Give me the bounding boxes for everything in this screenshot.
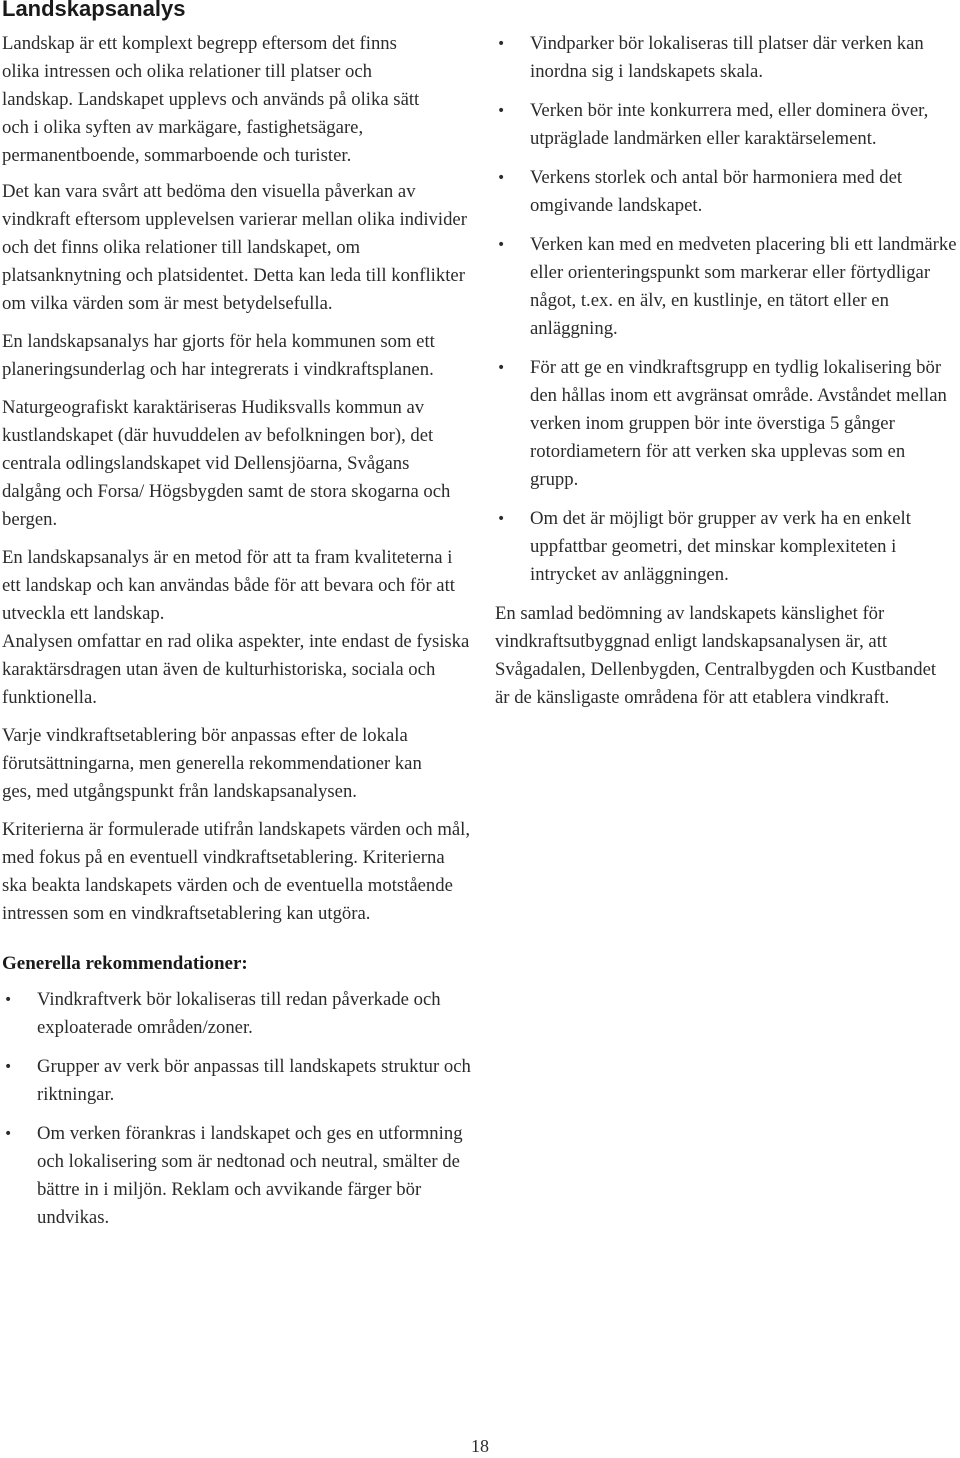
recommendations-list (2, 986, 472, 1232)
criteria-paragraph: Kriterierna är formulerade utifrån landskapets värden och mål, med fokus på en eventuell vindkraftsetablering. Kriterierna ska beakta landskapets värden och de eventuella motstående intressen som en vindkraftsetablering kan utgöra. (2, 819, 471, 924)
list-item-text: Grupper av verk bör anpassas till landskapets struktur och riktningar. (37, 1056, 471, 1105)
recommendations-list-continued (495, 30, 957, 589)
bullet-icon: • (497, 360, 506, 376)
analysis-paragraph: En landskapsanalys har gjorts för hela kommunen som ett planeringsunderlag och har integrerats i vindkraftsplanen. (2, 331, 435, 380)
list-item (495, 30, 957, 86)
adaptation-paragraph: Varje vindkraftsetablering bör anpassas efter de lokala förutsättningarna, men generella rekommendationer kan ges, med utgångspunkt från landskapsanalysen. (2, 725, 422, 802)
list-item-text: För att ge en vindkraftsgrupp en tydlig lokalisering bör den hållas inom ett avgränsat område. Avståndet mellan verken inom gruppen bör inte överstiga 5 gånger rotordiametern för att verken ska upplevas som en grupp. (530, 357, 947, 490)
page-title: Landskapsanalys (2, 0, 186, 21)
method-paragraph: En landskapsanalys är en metod för att ta fram kvaliteterna i ett landskap och kan användas både för att bevara och för att utveckla ett landskap. (2, 547, 455, 624)
list-item-text: Om verken förankras i landskapet och ges en utformning och lokalisering som är nedtonad och neutral, smälter de bättre in i miljön. Reklam och avvikande färger bör undvikas. (37, 1123, 463, 1228)
right-column (495, 30, 957, 712)
bullet-icon: • (497, 511, 506, 527)
list-item (495, 97, 957, 153)
bullet-icon: • (4, 1059, 13, 1075)
visual-impact-paragraph: Det kan vara svårt att bedöma den visuella påverkan av vindkraft eftersom upplevelsen varierar mellan olika individer och det finns olika relationer till landskapet, om platsanknytning och platsidentet. Detta kan leda till konflikter om vilka värden som är mest betydelsefulla. (2, 181, 467, 314)
bullet-icon: • (4, 992, 13, 1008)
bullet-icon: • (497, 36, 506, 52)
intro-paragraph: Landskap är ett komplext begrepp eftersom det finns olika intressen och olika relationer till platser och landskap. Landskapet upplevs och används på olika sätt och i olika syften av markägare, fastighetsägare, permanentboende, sommarboende och turister. (2, 33, 420, 166)
list-item (2, 1120, 472, 1232)
bullet-icon: • (497, 103, 506, 119)
list-item (495, 354, 957, 494)
left-column (2, 30, 472, 1243)
page-number: 18 (471, 1436, 489, 1456)
bullet-icon: • (4, 1126, 13, 1142)
list-item (495, 164, 957, 220)
list-item-text: Vindkraftverk bör lokaliseras till redan påverkade och exploaterade områden/zoner. (37, 989, 441, 1038)
list-item-text: Verken bör inte konkurrera med, eller dominera över, utpräglade landmärken eller karaktärselement. (530, 100, 929, 149)
list-item (2, 1053, 472, 1109)
summary-paragraph: En samlad bedömning av landskapets känslighet för vindkraftsutbyggnad enligt landskapsanalysen är, att Svågadalen, Dellenbygden, Centralbygden och Kustbandet är de känsligaste områdena för att etablera vindkraft. (495, 603, 937, 708)
bullet-icon: • (497, 170, 506, 186)
list-item (495, 231, 957, 343)
list-item-text: Om det är möjligt bör grupper av verk ha en enkelt uppfattbar geometri, det minskar komplexiteten i intrycket av anläggningen. (530, 508, 911, 585)
recommendations-heading: Generella rekommendationer: (2, 953, 248, 974)
list-item (495, 505, 957, 589)
list-item-text: Verken kan med en medveten placering bli ett landmärke eller orienteringspunkt som markerar eller förtydligar något, t.ex. en älv, en kustlinje, en tätort eller en anläggning. (530, 234, 957, 339)
list-item (2, 986, 472, 1042)
list-item-text: Verkens storlek och antal bör harmoniera med det omgivande landskapet. (530, 167, 903, 216)
geography-paragraph: Naturgeografiskt karaktäriseras Hudiksvalls kommun av kustlandskapet (där huvuddelen av befolkningen bor), det centrala odlingslandskapet vid Dellensjöarna, Svågans dalgång och Forsa/ Högsbygden samt de stora skogarna och bergen. (2, 397, 451, 530)
aspects-paragraph: Analysen omfattar en rad olika aspekter, inte endast de fysiska karaktärsdragen utan även de kulturhistoriska, sociala och funktionella. (2, 631, 470, 708)
bullet-icon: • (497, 237, 506, 253)
list-item-text: Vindparker bör lokaliseras till platser där verken kan inordna sig i landskapets skala. (530, 33, 924, 82)
